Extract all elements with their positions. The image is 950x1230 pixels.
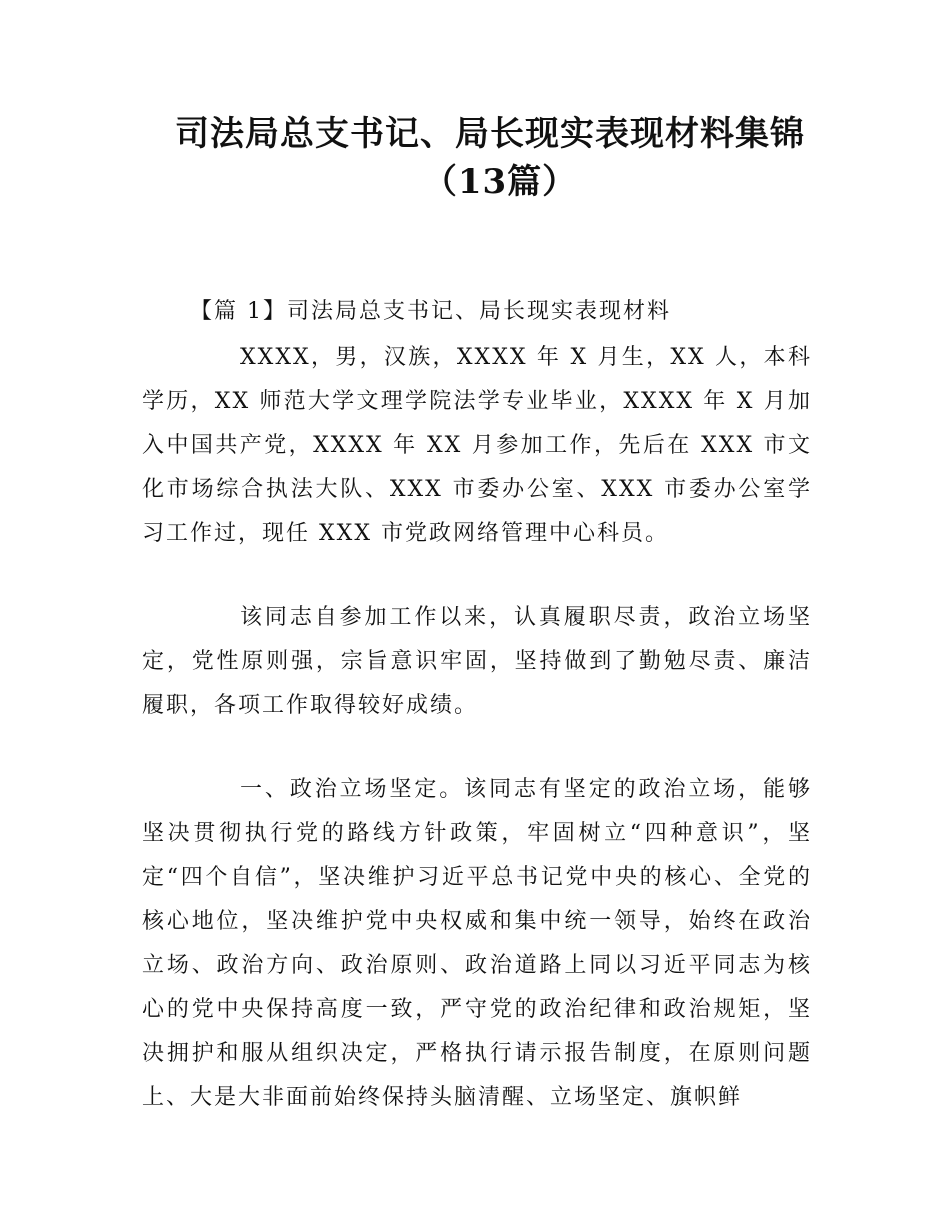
paragraph-political-stance: 一、政治立场坚定。该同志有坚定的政治立场，能够坚决贯彻执行党的路线方针政策，牢固树立“四种意识”，坚定“四个自信”，坚决维护习近平总书记党中央的核心、全党的核心地位，坚决维护党中央权威和集中统一领导，始终在政治立场、政治方向、政治原则、政治道路上同以习近平同志为核心的党中央保持高度一致，严守党的政治纪律和政治规矩，坚决拥护和服从组织决定，严格执行请示报告制度，在原则问题上、大是大非面前始终保持头脑清醒、立场坚定、旗帜鲜 [142,777,812,1110]
paragraph-profile: XXXX，男，汉族，XXXX 年 X 月生，XX 人，本科学历，XX 师范大学文理学院法学专业毕业，XXXX 年 X 月加入中国共产党，XXXX 年 XX 月参加工作，先后在 XXX 市文化市场综合执法大队、XXX 市委办公室、XXX 市委办公室学习工作过，现任 XXX 市党政网络管理中心科员。 [142,345,812,546]
document-title-line1: 司法局总支书记、局长现实表现材料集锦 [175,114,805,154]
section-heading: 【篇 1】司法局总支书记、局长现实表现材料 [190,299,671,324]
document-title-line2: （13篇） [422,162,578,202]
paragraph-summary: 该同志自参加工作以来，认真履职尽责，政治立场坚定，党性原则强，宗旨意识牢固，坚持做到了勤勉尽责、廉洁履职，各项工作取得较好成绩。 [142,605,812,718]
